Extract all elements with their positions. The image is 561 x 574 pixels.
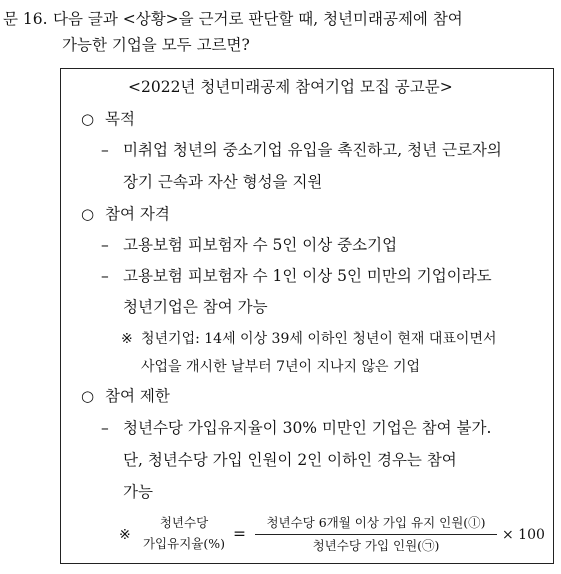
item-text: 가능: [123, 483, 153, 501]
section-heading-purpose: 목적: [105, 110, 135, 128]
notice-title: <2022년 청년미래공제 참여기업 모집 공고문>: [128, 78, 453, 96]
formula-equals: =: [233, 525, 246, 543]
formula-mark: ※: [119, 527, 131, 543]
item-text: 장기 근속과 자산 형성을 지원: [123, 173, 323, 191]
note-mark: ※: [121, 331, 133, 347]
note-text: 사업을 개시한 날부터 7년이 지나지 않은 기업: [141, 359, 421, 375]
question-header: [3, 6, 463, 32]
formula-multiplier: × 100: [502, 527, 545, 543]
note-text: 청년기업: 14세 이상 39세 이하인 청년이 현재 대표이면서: [141, 331, 497, 347]
dash-marker: –: [101, 236, 109, 254]
dash-marker: –: [101, 267, 109, 285]
notice-box: [60, 68, 554, 564]
formula-lhs-bottom: 가입유지율(%): [142, 536, 225, 551]
item-text: 고용보험 피보험자 수 1인 이상 5인 미만의 기업이라도: [123, 267, 492, 285]
item-text: 미취업 청년의 중소기업 유입을 촉진하고, 청년 근로자의: [123, 141, 502, 159]
item-text: 청년기업은 참여 가능: [123, 298, 268, 316]
bullet-circle: ○: [81, 110, 95, 128]
section-heading-restriction: 참여 제한: [105, 387, 170, 405]
section-heading-eligibility: 참여 자격: [105, 205, 170, 223]
formula-numerator: 청년수당 6개월 이상 가입 유지 인원(ⓛ): [266, 515, 486, 530]
item-text: 고용보험 피보험자 수 5인 이상 중소기업: [123, 236, 398, 254]
bullet-circle: ○: [81, 205, 95, 223]
question-text-line1: 다음 글과 <상황>을 근거로 판단할 때, 청년미래공제에 참여: [53, 10, 463, 28]
dash-marker: –: [101, 141, 109, 159]
formula-denominator: 청년수당 가입 인원(㉠): [312, 538, 440, 553]
question-text-line2: 가능한 기업을 모두 고르면?: [62, 36, 250, 54]
dash-marker: –: [101, 419, 109, 437]
formula-lhs-top: 청년수당: [159, 515, 209, 530]
item-text: 청년수당 가입유지율이 30% 미만인 기업은 참여 불가.: [123, 419, 492, 437]
question-number: 문 16.: [3, 10, 48, 28]
fraction-bar: [255, 534, 497, 535]
item-text: 단, 청년수당 가입 인원이 2인 이하인 경우는 참여: [123, 451, 457, 469]
bullet-circle: ○: [81, 387, 95, 405]
